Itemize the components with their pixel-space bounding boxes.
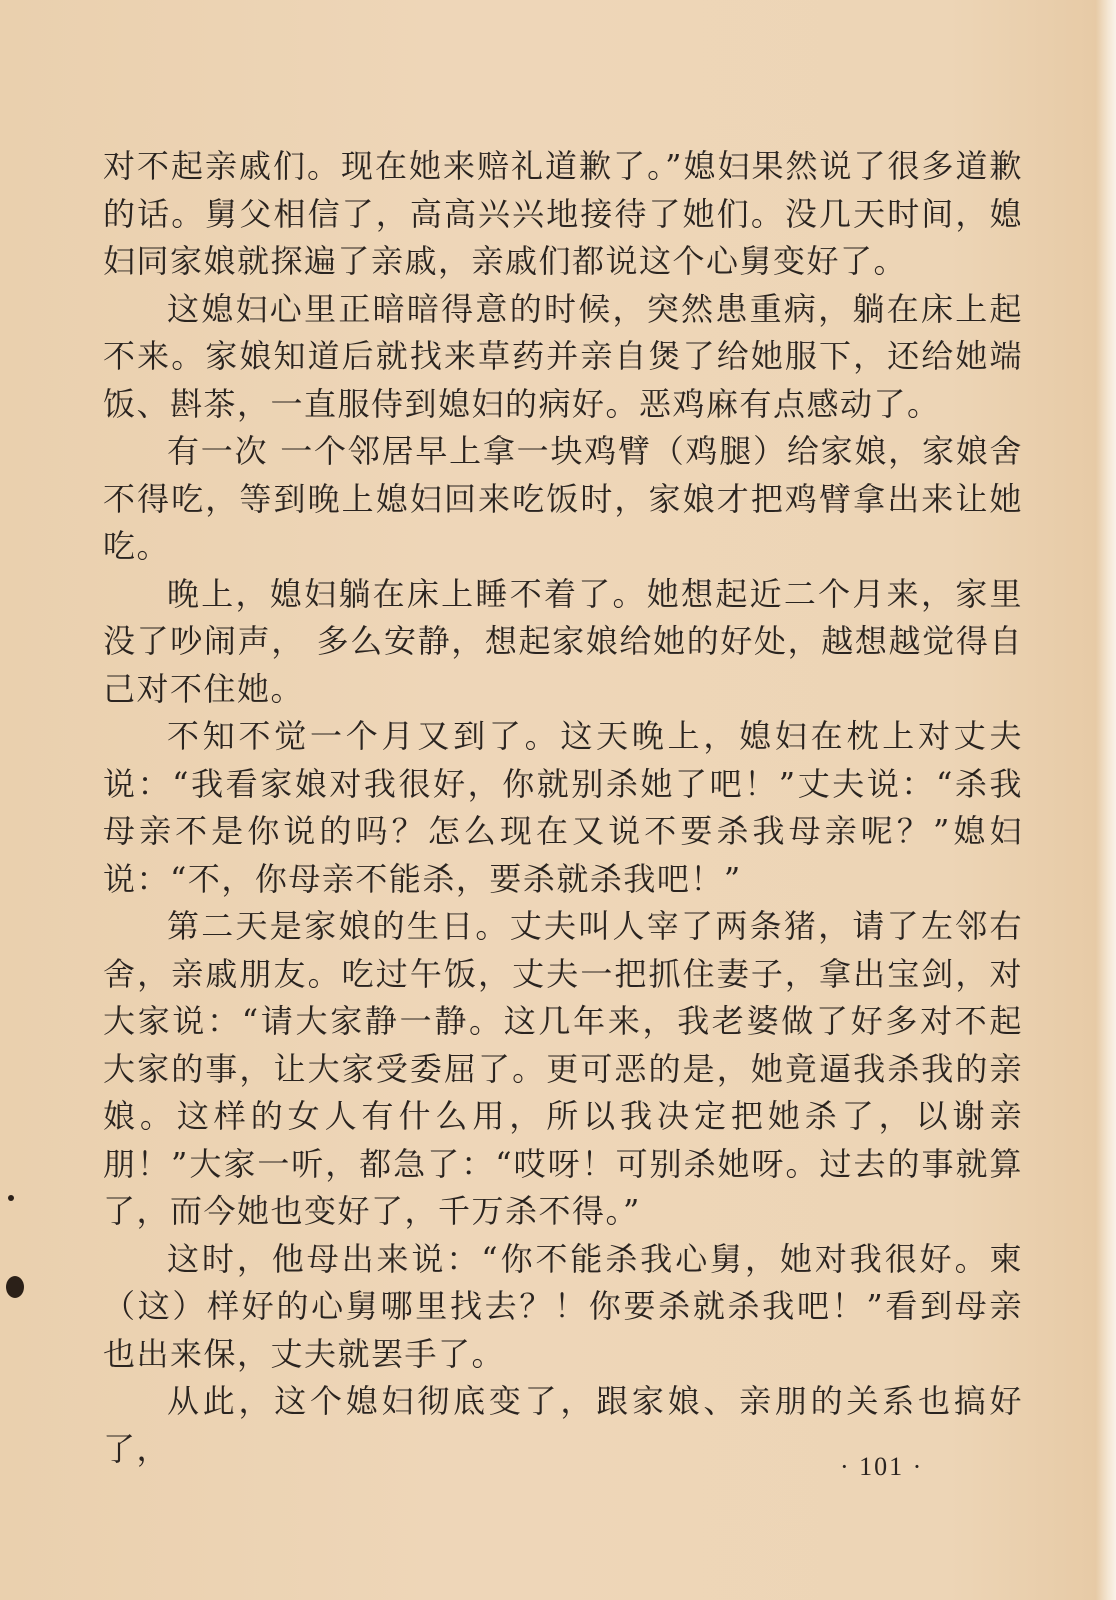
paragraph-3: 有一次 一个邻居早上拿一块鸡臂（鸡腿）给家娘，家娘舍不得吃，等到晚上媳妇回来吃饭时，家娘才把鸡臂拿出来让她吃。 [103,432,1023,565]
paragraph-1: 对不起亲戚们。现在她来赔礼道歉了。”媳妇果然说了很多道歉的话。舅父相信了，高高兴兴地接待了她们。没几天时间，媳妇同家娘就探遍了亲戚，亲戚们都说这个心舅变好了。 [103,147,1023,280]
paragraph-2: 这媳妇心里正暗暗得意的时候，突然患重病，躺在床上起不来。家娘知道后就找来草药并亲自煲了给她服下，还给她端饭、斟茶，一直服侍到媳妇的病好。恶鸡麻有点感动了。 [103,289,1023,423]
page-number: · 101 · [840,1452,924,1481]
ink-blot-mark [6,1276,24,1298]
page-edge [1096,0,1116,1600]
paragraph-5: 不知不觉一个月又到了。这天晚上，媳妇在枕上对丈夫说：“我看家娘对我很好，你就别杀她了吧！”丈夫说：“杀我母亲不是你说的吗？怎么现在又说不要杀我母亲呢？”媳妇说：“不，你母亲不能杀，要杀就杀我吧！” [103,717,1023,898]
ink-speck-mark [8,1195,14,1201]
paragraph-4: 晚上，媳妇躺在床上睡不着了。她想起近二个月来，家里没了吵闹声， 多么安静，想起家娘给她的好处，越想越觉得自己对不住她。 [103,574,1023,708]
paragraph-6: 第二天是家娘的生日。丈夫叫人宰了两条猪，请了左邻右舍，亲戚朋友。吃过午饭，丈夫一把抓住妻子，拿出宝剑，对大家说：“请大家静一静。这几年来，我老婆做了好多对不起大家的事，让大家受委屈了。更可恶的是，她竟逼我杀我的亲娘。这样的女人有什么用，所以我决定把她杀了，以谢亲朋！”大家一听，都急了：“哎呀！可别杀她呀。过去的事就算了，而今她也变好了，千万杀不得。” [103,907,1023,1230]
paragraph-8: 从此，这个媳妇彻底变了，跟家娘、亲朋的关系也搞好了， [103,1382,1023,1468]
paragraph-7: 这时，他母出来说：“你不能杀我心舅，她对我很好。柬（这）样好的心舅哪里找去？！你要杀就杀我吧！”看到母亲也出来保，丈夫就罢手了。 [103,1239,1023,1373]
body-text [103,143,1023,1473]
